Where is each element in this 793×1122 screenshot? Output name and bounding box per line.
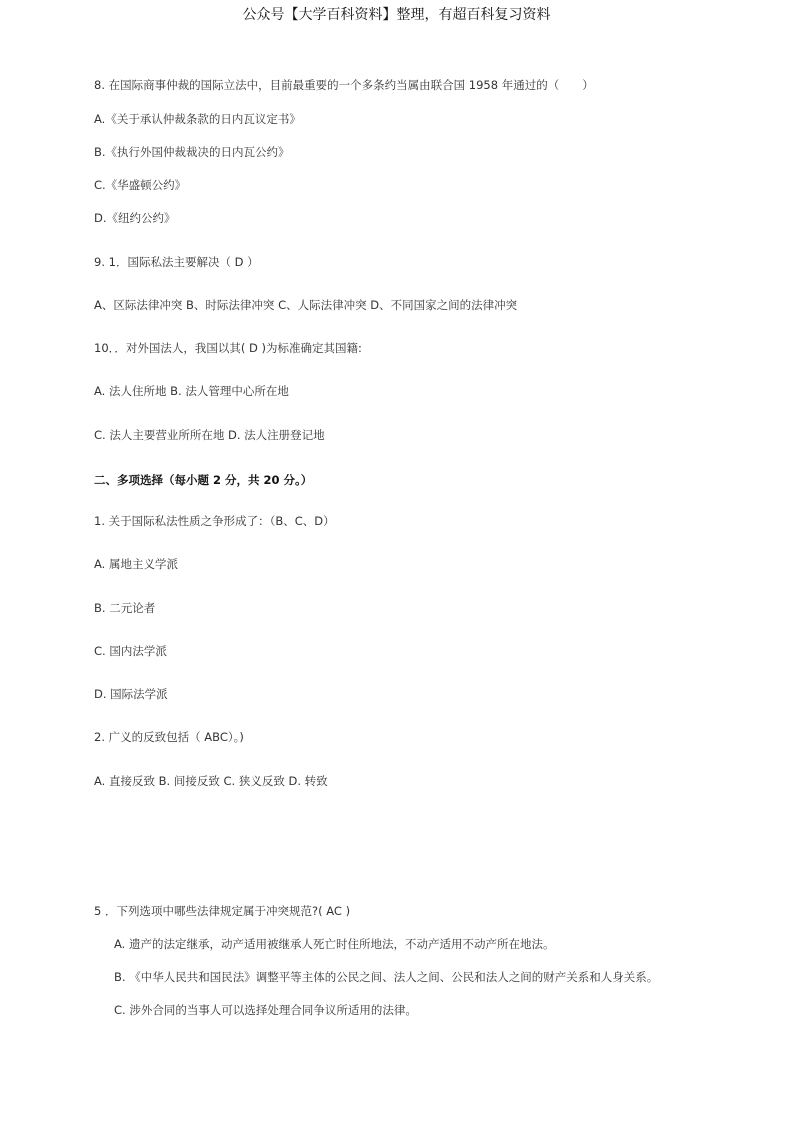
multi-question-5: 5 ．下列选项中哪些法律规定属于冲突规范?( AC )	[94, 904, 351, 918]
question-9-options: A、区际法律冲突 B、时际法律冲突 C、人际法律冲突 D、不同国家之间的法律冲突	[94, 298, 518, 312]
question-8: 8. 在国际商事仲裁的国际立法中，目前最重要的一个多条约当属由联合国 1958 年通过的（ ）	[94, 78, 594, 92]
multi-question-2-options: A. 直接反致 B. 间接反致 C. 狭义反致 D. 转致	[94, 774, 328, 788]
question-8-option-b: B.《执行外国仲裁裁决的日内瓦公约》	[94, 145, 290, 159]
multi-question-1-option-b: B. 二元论者	[94, 601, 156, 615]
multi-question-1: 1. 关于国际私法性质之争形成了：（B、C、D）	[94, 514, 335, 528]
multi-question-2: 2. 广义的反致包括（ ABC）。)	[94, 730, 244, 744]
question-10: 10．．对外国法人，我国以其( D )为标准确定其国籍:	[94, 341, 362, 355]
question-8-option-c: C.《华盛顿公约》	[94, 178, 187, 192]
multi-question-5-option-c: C. 涉外合同的当事人可以选择处理合同争议所适用的法律。	[114, 1003, 417, 1017]
question-8-option-d: D.《纽约公约》	[94, 211, 176, 225]
question-9: 9. 1．国际私法主要解决（ D ）	[94, 255, 259, 269]
multi-question-1-option-a: A. 属地主义学派	[94, 557, 178, 571]
section-heading: 二、多项选择（每小题 2 分，共 20 分。）	[94, 473, 313, 487]
multi-question-5-option-b: B. 《中华人民共和国民法》调整平等主体的公民之间、法人之间、公民和法人之间的财产关系和人身关系。	[114, 970, 659, 984]
question-8-option-a: A.《关于承认仲裁条款的日内瓦议定书》	[94, 112, 301, 126]
multi-question-1-option-c: C. 国内法学派	[94, 644, 167, 658]
page-header: 公众号【大学百科资料】整理，有超百科复习资料	[242, 7, 551, 23]
question-10-options-cd: C. 法人主要营业所所在地 D. 法人注册登记地	[94, 428, 325, 442]
question-10-options-ab: A. 法人住所地 B. 法人管理中心所在地	[94, 384, 289, 398]
multi-question-1-option-d: D. 国际法学派	[94, 687, 168, 701]
multi-question-5-option-a: A. 遗产的法定继承，动产适用被继承人死亡时住所地法，不动产适用不动产所在地法。	[114, 937, 555, 951]
